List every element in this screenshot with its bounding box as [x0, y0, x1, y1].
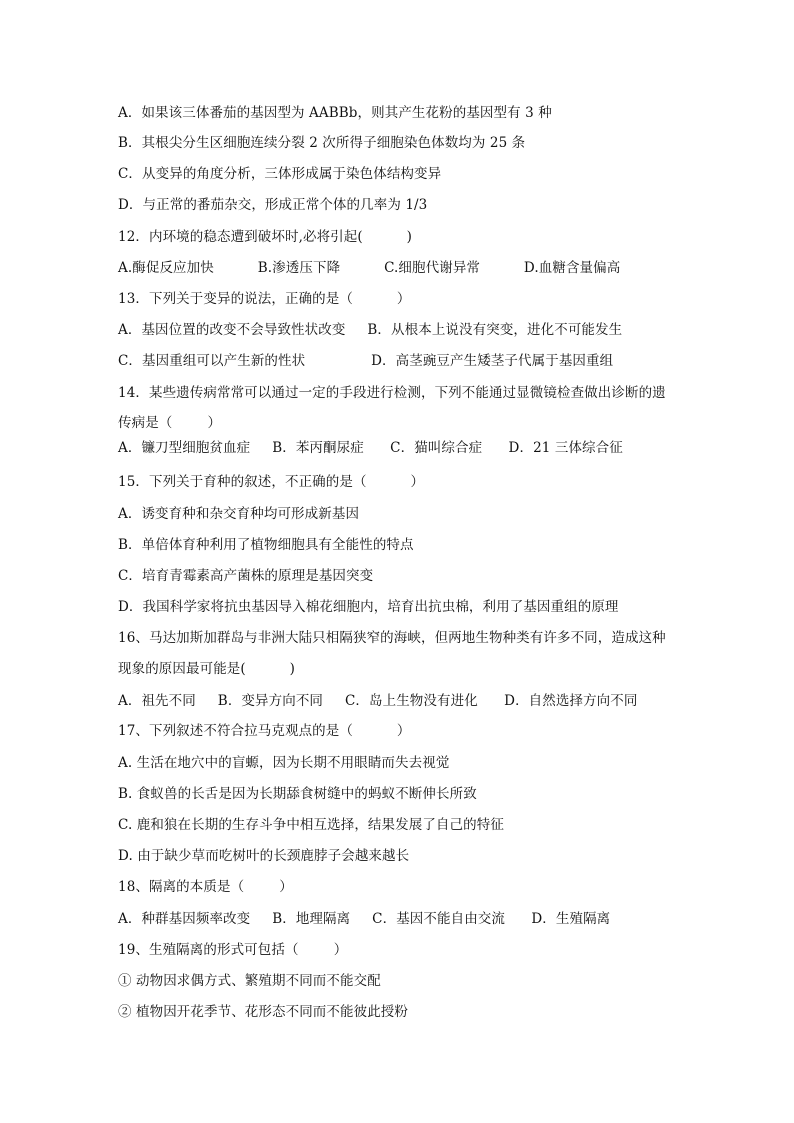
- question-14-line1: 14．某些遗传病常常可以通过一定的手段进行检测，下列不能通过显微镜检查做出诊断的遗: [118, 385, 666, 401]
- option-17a: A. 生活在地穴中的盲螈，因为长期不用眼睛而失去视觉: [118, 755, 450, 771]
- options-18: A．种群基因频率改变 B．地理隔离 C．基因不能自由交流 D．生殖隔离: [118, 911, 611, 927]
- option-15b: B．单倍体育种利用了植物细胞具有全能性的特点: [118, 537, 414, 553]
- options-14: A．镰刀型细胞贫血症 B．苯丙酮尿症 C．猫叫综合症 D．21 三体综合征: [118, 440, 623, 456]
- option-11c: C．从变异的角度分析，三体形成属于染色体结构变异: [118, 166, 442, 182]
- option-11a: A．如果该三体番茄的基因型为 AABBb，则其产生花粉的基因型有 3 种: [118, 105, 552, 121]
- question-17: 17、下列叙述不符合拉马克观点的是（ ）: [118, 723, 411, 739]
- question-14-line2: 传病是（ ）: [118, 415, 222, 431]
- statement-19-2: ② 植物因开花季节、花形态不同而不能彼此授粉: [118, 1004, 408, 1020]
- options-16: A．祖先不同 B．变异方向不同 C．岛上生物没有进化 D．自然选择方向不同: [118, 693, 638, 709]
- option-11b: B．其根尖分生区细胞连续分裂 2 次所得子细胞染色体数均为 25 条: [118, 135, 526, 151]
- option-17b: B. 食蚁兽的长舌是因为长期舔食树缝中的蚂蚁不断伸长所致: [118, 786, 477, 802]
- options-12: A.酶促反应加快 B.渗透压下降 C.细胞代谢异常 D.血糖含量偏高: [118, 260, 621, 276]
- option-11d: D．与正常的番茄杂交，形成正常个体的几率为 1/3: [118, 197, 428, 213]
- question-12: 12．内环境的稳态遭到破坏时,必将引起( ): [118, 229, 413, 245]
- question-16-line1: 16、马达加斯加群岛与非洲大陆只相隔狭窄的海峡，但两地生物种类有许多不同，造成这种: [118, 630, 666, 646]
- option-15d: D．我国科学家将抗虫基因导入棉花细胞内，培育出抗虫棉，利用了基因重组的原理: [118, 599, 619, 615]
- statement-19-1: ① 动物因求偶方式、繁殖期不同而不能交配: [118, 973, 381, 989]
- options-13-cd: C．基因重组可以产生新的性状 D．高茎豌豆产生矮茎子代属于基因重组: [118, 353, 614, 369]
- option-17c: C. 鹿和狼在长期的生存斗争中相互选择，结果发展了自己的特征: [118, 817, 504, 833]
- question-19: 19、生殖隔离的形式可包括（ ）: [118, 942, 348, 958]
- options-13-ab: A．基因位置的改变不会导致性状改变 B．从根本上说没有突变，进化不可能发生: [118, 322, 623, 338]
- question-15: 15．下列关于育种的叙述，不正确的是（ ）: [118, 474, 425, 490]
- option-17d: D. 由于缺少草而吃树叶的长颈鹿脖子会越来越长: [118, 848, 410, 864]
- question-13: 13．下列关于变异的说法，正确的是（ ）: [118, 291, 411, 307]
- question-18: 18、隔离的本质是（ ）: [118, 879, 293, 895]
- option-15a: A．诱变育种和杂交育种均可形成新基因: [118, 506, 360, 522]
- question-16-line2: 现象的原因最可能是( ): [118, 661, 296, 677]
- option-15c: C．培育青霉素高产菌株的原理是基因突变: [118, 568, 374, 584]
